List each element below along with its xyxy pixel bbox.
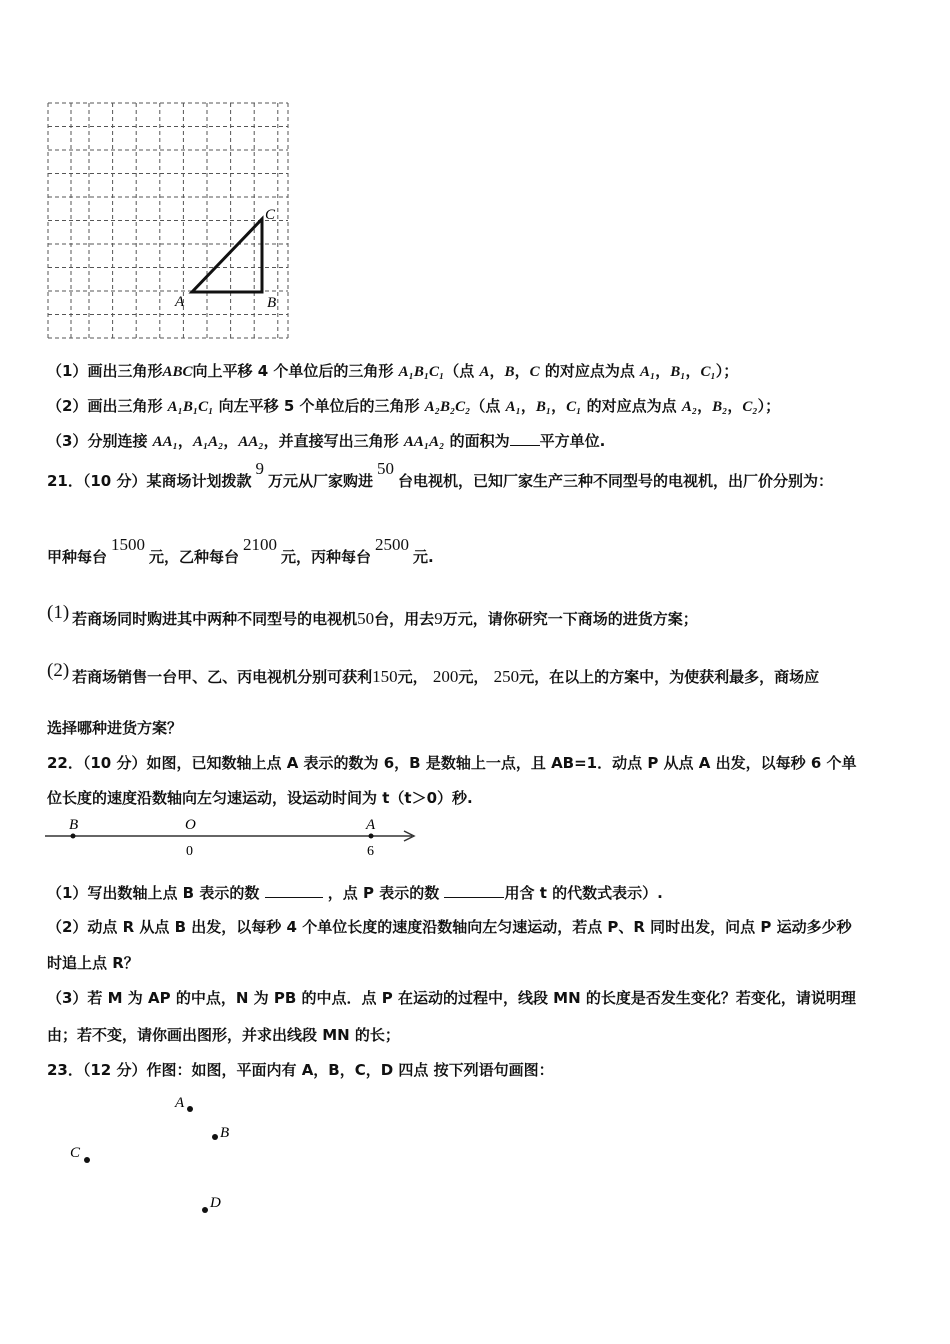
four-points-figure: [60, 1090, 240, 1225]
dashed-grid: [48, 103, 288, 338]
q22-stem-line2: 位长度的速度沿数轴向左匀速运动，设运动时间为 t（t＞0）秒.: [47, 789, 473, 807]
point-b-label: B: [220, 1125, 230, 1141]
tick-label-6: 6: [367, 844, 374, 859]
q22-stem-line1: 22．（10 分）如图，已知数轴上点 A 表示的数为 6，B 是数轴上一点，且 AB=1．动点 P 从点 A 出发，以每秒 6 个单: [47, 754, 857, 772]
q20-part3: （3）分别连接 AA₁，A₁A₂，AA₂，并直接写出三角形 AA₁A₂ 的面积为 平方单位.: [47, 432, 606, 450]
q21-sub2: (2) 若商场销售一台甲、乙、丙电视机分别可获利150元， 200元， 250元，在以上的方案中，为使获利最多，商场应: [47, 660, 820, 686]
point-c-label: C: [265, 207, 276, 223]
point-d-label: D: [210, 1195, 221, 1211]
q22-part2-line2: 时追上点 R？: [47, 954, 139, 972]
point-b-label: B: [267, 295, 277, 311]
number-line-b-label: B: [69, 817, 79, 833]
q23-stem: 23．（12 分）作图：如图，平面内有 A，B，C，D 四点 按下列语句画图：: [47, 1061, 554, 1079]
q21-stem-line1: 21．（10 分）某商场计划拨款9万元从厂家购进50台电视机，已知厂家生产三种不同型号的电视机，出厂价分别为：: [47, 459, 834, 490]
point-c-label: C: [70, 1145, 81, 1161]
point-a-label: A: [175, 1095, 185, 1111]
point-b-dot: [71, 834, 76, 839]
triangle-abc: [192, 219, 262, 292]
b-value-blank[interactable]: [265, 897, 323, 898]
p-expression-blank[interactable]: [444, 897, 504, 898]
grid-triangle-figure: [40, 95, 300, 350]
point-a-dot: [369, 834, 374, 839]
q22-part3-line2: 由；若不变，请你画出图形，并求出线段 MN 的长；: [47, 1026, 400, 1044]
q21-sub2-line2: 选择哪种进货方案？: [47, 719, 183, 737]
number-line-figure: [40, 812, 425, 862]
q21-sub1: (1) 若商场同时购进其中两种不同型号的电视机50台，用去9万元，请你研究一下商场的进货方案；: [47, 602, 698, 628]
point-a-label: A: [175, 294, 185, 310]
point-b-dot: [212, 1134, 218, 1140]
point-d-dot: [202, 1207, 208, 1213]
q22-part1: （1）写出数轴上点 B 表示的数 ，点 P 表示的数 用含 t 的代数式表示）.: [47, 884, 663, 902]
area-answer-blank[interactable]: [510, 445, 540, 446]
q20-part1: （1）画出三角形ABC向上平移 4 个单位后的三角形 A₁B₁C₁（点 A，B，C 的对应点为点 A₁，B₁，C₁）；: [47, 362, 739, 380]
point-a-dot: [187, 1106, 193, 1112]
q20-part2: （2）画出三角形 A₁B₁C₁ 向左平移 5 个单位后的三角形 A₂B₂C₂（点 A₁，B₁，C₁ 的对应点为点 A₂，B₂，C₂）；: [47, 397, 781, 415]
q22-part2-line1: （2）动点 R 从点 B 出发，以每秒 4 个单位长度的速度沿数轴向左匀速运动，若点 P、R 同时出发，问点 P 运动多少秒: [47, 918, 852, 936]
q22-part3-line1: （3）若 M 为 AP 的中点，N 为 PB 的中点．点 P 在运动的过程中，线段 MN 的长度是否发生变化？若变化，请说明理: [47, 989, 856, 1007]
q21-stem-line2: 甲种每台1500元，乙种每台2100元，丙种每台2500元.: [47, 535, 434, 566]
number-line-o-label: O: [185, 817, 196, 833]
number-line-a-label: A: [366, 817, 376, 833]
point-c-dot: [84, 1157, 90, 1163]
tick-label-0: 0: [186, 844, 193, 859]
